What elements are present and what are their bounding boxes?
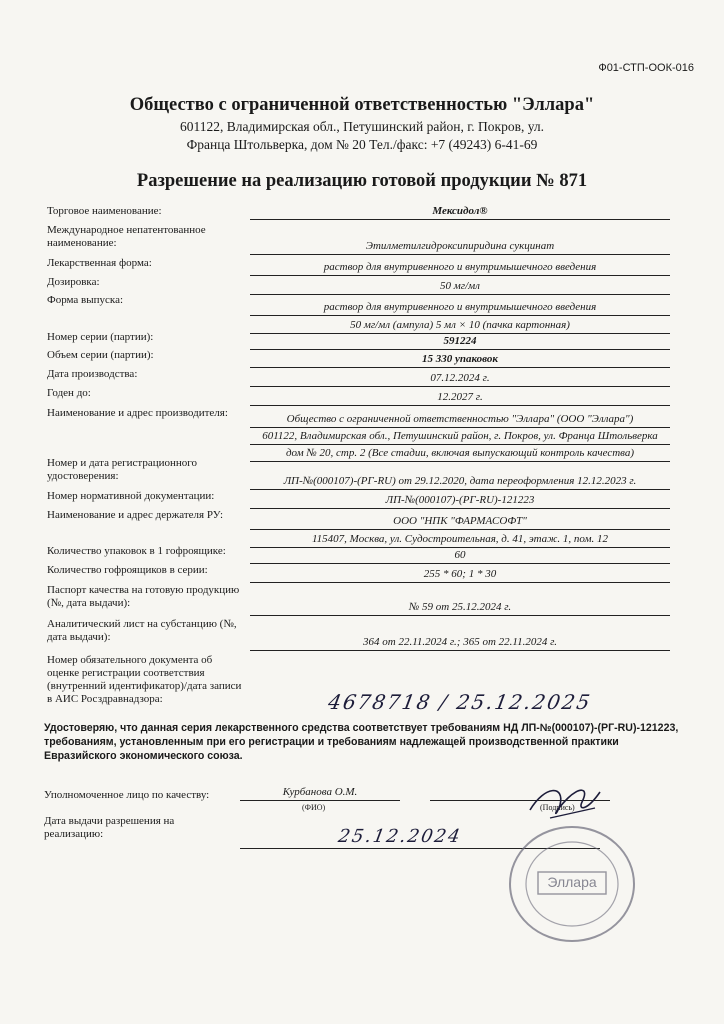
field-value: 07.12.2024 г. — [250, 372, 670, 387]
document-code: Ф01-СТП-ООК-016 — [598, 62, 694, 74]
issue-date-label: Дата выдачи разрешения на реализацию: — [44, 815, 175, 840]
field-label: Номер серии (партии): — [47, 331, 154, 343]
field-value: ЛП-№(000107)-(РГ-RU)-121223 — [250, 494, 670, 509]
field-label: Годен до: — [47, 387, 91, 399]
field-value: Мексидол® — [250, 205, 670, 220]
organization-name: Общество с ограниченной ответственностью "Эллара" — [129, 95, 595, 115]
field-label: Количество упаковок в 1 гофроящике: — [47, 545, 226, 557]
name-underline — [240, 800, 400, 801]
issue-date-value: 25.12.2024 — [336, 826, 464, 847]
field-label: Номер обязательного документа об оценке регистрации соответствия (внутренний идентификатор)/дата записи в АИС Росздравнадзора: — [47, 654, 242, 705]
organization-address-line-2: Франца Штольверка, дом № 20 Тел./факс: +7 (49243) 6-41-69 — [186, 137, 538, 152]
authorized-person-label: Уполномоченное лицо по качеству: — [44, 789, 210, 801]
field-label: Дозировка: — [47, 276, 100, 288]
field-label: Наименование и адрес держателя РУ: — [47, 509, 224, 521]
field-value: ООО "НПК "ФАРМАСОФТ" — [250, 515, 670, 530]
field-value: 50 мг/мл (ампула) 5 мл × 10 (пачка картонная) — [250, 319, 670, 334]
field-label: Номер и дата регистрационного удостоверения: — [47, 457, 198, 482]
field-label: Наименование и адрес производителя: — [47, 407, 228, 419]
field-value: 115407, Москва, ул. Судостроительная, д. 41, этаж. 1, пом. 12 — [250, 533, 670, 548]
field-value: Общество с ограниченной ответственностью "Эллара" (ООО "Эллара") — [250, 413, 670, 428]
field-label: Форма выпуска: — [47, 294, 124, 306]
field-label: Количество гофроящиков в серии: — [47, 564, 208, 576]
field-label: Аналитический лист на субстанцию (№, дата выдачи): — [47, 618, 237, 643]
document-title: Разрешение на реализацию готовой продукции № 871 — [136, 171, 588, 191]
field-label: Объем серии (партии): — [47, 349, 154, 361]
field-value: № 59 от 25.12.2024 г. — [250, 601, 670, 616]
organization-address-line-1: 601122, Владимирская обл., Петушинский район, г. Покров, ул. — [180, 119, 544, 134]
field-value: раствор для внутривенного и внутримышечного введения — [250, 301, 670, 316]
stamp-text: Эллара — [547, 874, 597, 890]
field-value: Этилметилгидроксипиридина сукцинат — [250, 240, 670, 255]
field-value: 591224 — [250, 335, 670, 350]
field-value: дом № 20, стр. 2 (Все стадии, включая выпускающий контроль качества) — [250, 447, 670, 462]
field-label: Лекарственная форма: — [47, 257, 152, 269]
field-label: Номер нормативной документации: — [47, 490, 215, 502]
field-value: раствор для внутривенного и внутримышечного введения — [250, 261, 670, 276]
field-value: 255 * 60; 1 * 30 — [250, 568, 670, 583]
field-label: Международное непатентованное наименование: — [47, 224, 206, 249]
signature-caption: (Подпись) — [540, 803, 575, 812]
field-value: 601122, Владимирская обл., Петушинский район, г. Покров, ул. Франца Штольверка — [250, 430, 670, 445]
fio-caption: (ФИО) — [302, 803, 326, 812]
signature-icon — [520, 780, 610, 825]
field-value-handwritten: 4678718 / 25.12.2025 — [326, 690, 594, 714]
certification-statement: Удостоверяю, что данная серия лекарственного средства соответствует требованиям НД ЛП-№(000107)-(РГ-RU)-121223, требованиям, установленным при его регистрации и требованиям надлежащей производственной практики Евразийского экономического союза. — [44, 722, 679, 762]
field-value: 364 от 22.11.2024 г.; 365 от 22.11.2024 г. — [250, 636, 670, 651]
field-value: 15 330 упаковок — [250, 353, 670, 368]
field-label: Дата производства: — [47, 368, 138, 380]
field-value: 50 мг/мл — [250, 280, 670, 295]
field-value: ЛП-№(000107)-(РГ-RU) от 29.12.2020, дата переоформления 12.12.2023 г. — [250, 475, 670, 490]
field-value: 12.2027 г. — [250, 391, 670, 406]
authorized-person-name: Курбанова О.М. — [282, 786, 358, 798]
field-value: 60 — [250, 549, 670, 564]
field-label: Торговое наименование: — [47, 205, 162, 217]
field-label: Паспорт качества на готовую продукцию (№, дата выдачи): — [47, 584, 240, 609]
